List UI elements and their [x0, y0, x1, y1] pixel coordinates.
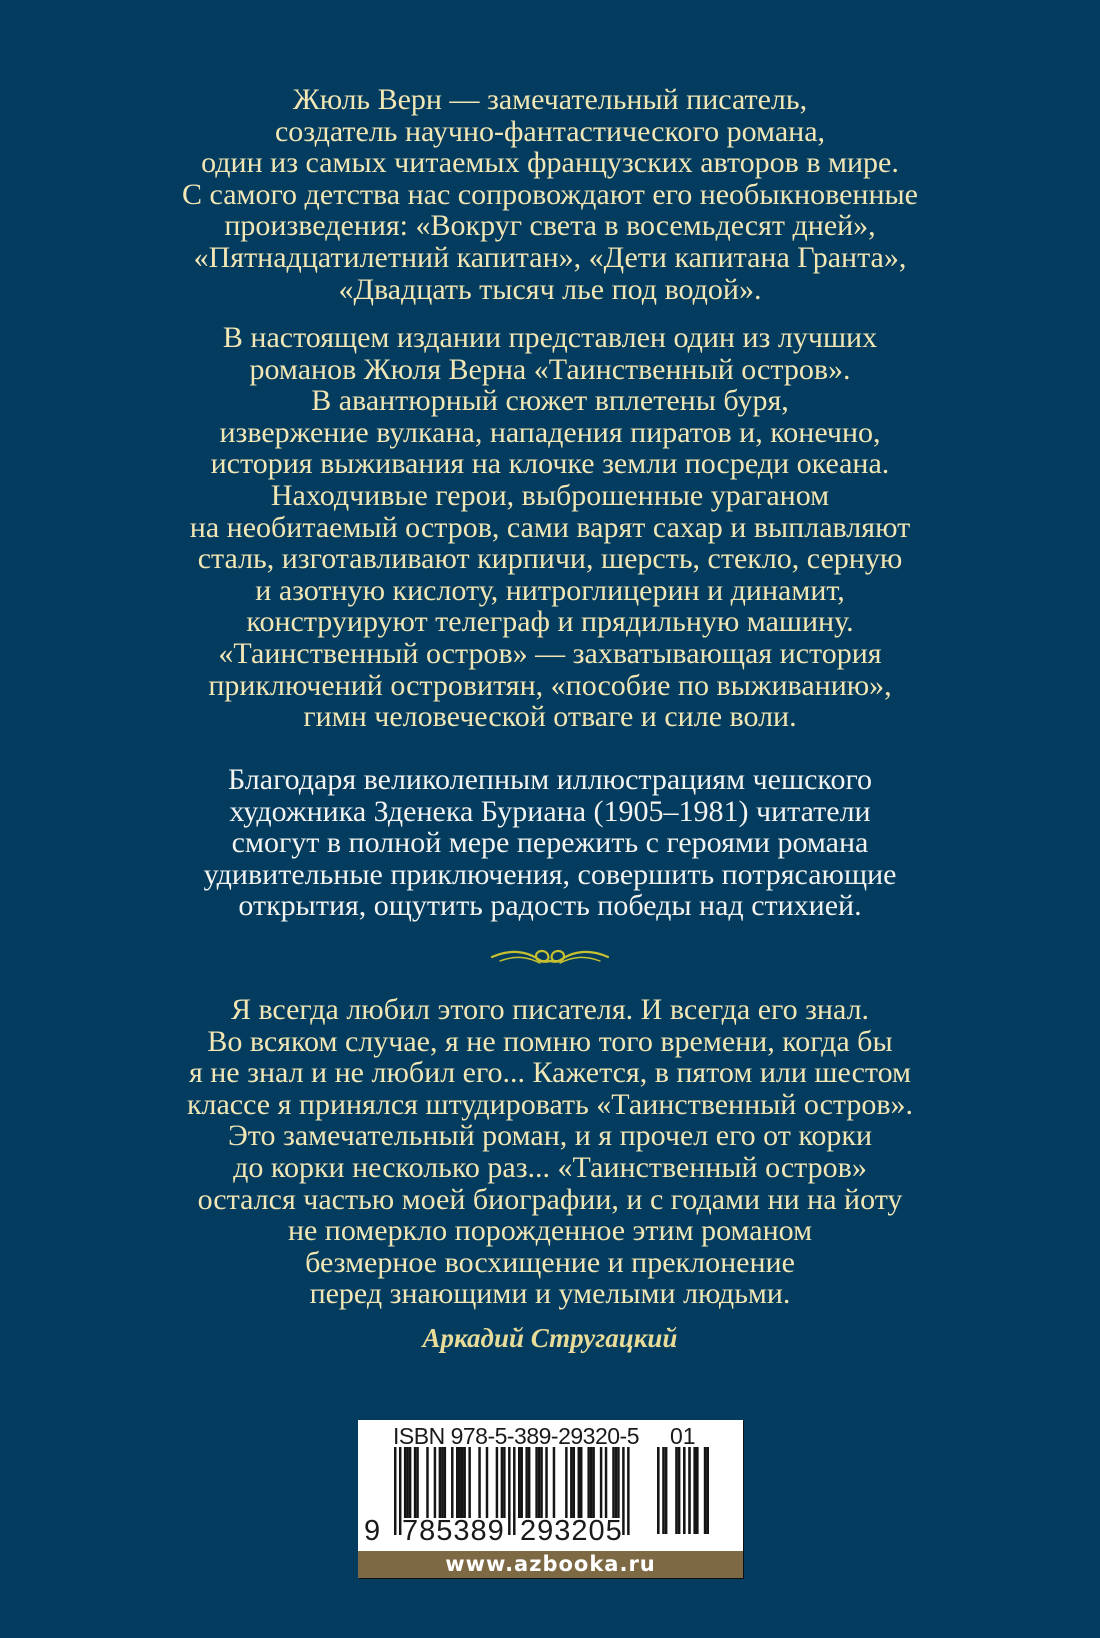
addon-bar — [662, 1447, 665, 1534]
barcode-bar — [463, 1447, 465, 1518]
barcode-bar — [580, 1447, 582, 1518]
text-line: открытия, ощутить радость победы над стихией. — [238, 889, 862, 923]
text-line: приключений островитян, «пособие по выживанию», — [208, 668, 892, 702]
text-line: и азотную кислоту, нитроглицерин и динамит, — [255, 573, 845, 607]
text-line: Находчивые герои, выброшенные ураганом — [270, 478, 830, 512]
text-line: классе я принялся штудировать «Таинственный остров». — [186, 1087, 914, 1121]
description-paragraph — [0, 322, 1100, 733]
text-line: С самого детства нас сопровождают его необыкновенные — [182, 177, 918, 211]
ornament-divider-icon — [490, 943, 610, 969]
barcode-bar — [600, 1447, 602, 1518]
text-line: В настоящем издании представлен один из лучших — [222, 321, 878, 354]
text-line: Во всяком случае, я не помню того времени, когда бы — [207, 1024, 893, 1058]
text-line: не померкло порожденное этим романом — [287, 1214, 813, 1248]
isbn-barcode — [358, 1420, 743, 1578]
barcode-bar — [439, 1447, 441, 1518]
addon-bar — [678, 1447, 681, 1534]
text-line: гимн человеческой отваге и силе воли. — [303, 700, 797, 734]
barcode-bar — [394, 1447, 396, 1535]
barcode-bar — [570, 1447, 572, 1518]
text-line: произведения: «Вокруг света в восемьдесят дней», — [224, 209, 876, 243]
barcode-bar — [592, 1447, 594, 1518]
barcode-bar — [520, 1447, 522, 1518]
barcode-bar — [535, 1447, 537, 1518]
barcode-digits-right: 293205 — [520, 1515, 623, 1547]
barcode-bar — [414, 1447, 416, 1518]
barcode-bar — [458, 1447, 460, 1518]
text-line: художника Зденека Буриана (1905–1981) читатели — [229, 794, 871, 828]
barcode-bar — [513, 1447, 515, 1535]
barcode-bar — [573, 1447, 575, 1518]
barcode-bar — [538, 1447, 540, 1518]
text-line: перед знающими и умелыми людьми. — [309, 1277, 791, 1311]
text-line: безмерное восхищение и преклонение — [305, 1245, 795, 1279]
text-line: история выживания на клочке земли посреди океана. — [210, 447, 890, 481]
barcode-bar — [434, 1447, 436, 1518]
barcode-bar — [461, 1447, 463, 1518]
barcode-bar — [518, 1447, 520, 1518]
text-line: один из самых читаемых французских авторов в мире. — [201, 146, 899, 180]
barcode-bar — [406, 1447, 408, 1518]
quote-paragraph — [0, 994, 1100, 1310]
addon-bar — [657, 1447, 660, 1534]
barcode-bar — [578, 1447, 580, 1518]
text-line: В авантюрный сюжет вплетены буря, — [311, 384, 789, 418]
text-line: удивительные приключения, совершить потрясающие — [203, 857, 897, 891]
barcode-bar — [528, 1447, 530, 1518]
barcode-bar — [501, 1447, 503, 1518]
barcode-bar — [545, 1447, 547, 1518]
publisher-website: www.azbooka.ru — [358, 1551, 743, 1578]
barcode-bar — [468, 1447, 470, 1518]
barcode-bar — [456, 1447, 458, 1518]
intro-paragraph — [0, 84, 1100, 305]
barcode-bar — [565, 1447, 567, 1518]
text-line: Это замечательный роман, и я прочел его от корки — [227, 1119, 873, 1153]
text-line: создатель научно-фантастического романа, — [274, 114, 826, 148]
barcode-digit-first: 9 — [364, 1515, 382, 1547]
addon-bar — [704, 1447, 707, 1534]
quote-author: Аркадий Стругацкий — [422, 1323, 678, 1353]
addon-bar — [688, 1447, 691, 1534]
addon-bar — [683, 1447, 686, 1534]
barcode-bar — [451, 1447, 453, 1518]
barcode-bar — [587, 1447, 589, 1518]
barcode-bar — [503, 1447, 505, 1518]
text-line: извержение вулкана, нападения пиратов и, конечно, — [219, 415, 881, 449]
barcode-bar — [496, 1447, 498, 1518]
barcode-bar — [478, 1447, 480, 1518]
addon-bar — [665, 1447, 668, 1534]
barcode-bar — [612, 1447, 614, 1518]
text-line: остался частью моей биографии, и с годами ни на йоту — [197, 1182, 903, 1216]
barcode-bar — [508, 1447, 510, 1535]
barcode-bar — [416, 1447, 418, 1518]
text-line: смогут в полной мере пережить с героями романа — [231, 826, 869, 860]
text-line: конструируют телеграф и прядильную машину. — [246, 605, 854, 639]
text-line: Я всегда любил этого писателя. И всегда его знал. — [230, 993, 870, 1026]
isbn-addon-label: 01 — [670, 1423, 696, 1449]
barcode-bar — [441, 1447, 443, 1518]
addon-bar — [675, 1447, 678, 1534]
text-line: сталь, изготавливают кирпичи, шерсть, стекло, серную — [197, 542, 903, 576]
barcode-digits-left: 785389 — [402, 1515, 505, 1547]
addon-bar — [696, 1447, 699, 1534]
addon-bar — [706, 1447, 709, 1534]
barcode-bar — [404, 1447, 406, 1518]
text-line: «Двадцать тысяч лье под водой». — [338, 272, 762, 306]
barcode-bar — [426, 1447, 428, 1518]
addon-bar — [693, 1447, 696, 1534]
barcode-bar — [605, 1447, 607, 1518]
barcode-bar — [615, 1447, 617, 1518]
text-line: до корки несколько раз... «Таинственный остров» — [233, 1150, 867, 1184]
barcode-bar — [540, 1447, 542, 1518]
barcode-bar — [627, 1447, 629, 1535]
text-line: романов Жюля Верна «Таинственный остров». — [249, 352, 851, 386]
barcode-bar — [409, 1447, 411, 1518]
barcode-bar — [486, 1447, 488, 1518]
barcode-bar — [617, 1447, 619, 1518]
text-line: я не знал и не любил его... Кажется, в пятом или шестом — [188, 1056, 912, 1090]
text-line: «Таинственный остров» — захватывающая история — [218, 636, 882, 670]
text-line: «Пятнадцатилетний капитан», «Дети капитана Гранта», — [193, 240, 907, 274]
barcode-bar — [553, 1447, 555, 1518]
isbn-label: ISBN 978-5-389-29320-5 — [393, 1423, 639, 1449]
text-line: Благодаря великолепным иллюстрациям чешского — [227, 763, 873, 796]
text-line: на необитаемый остров, сами варят сахар и выплавляют — [189, 510, 911, 544]
illustrations-paragraph — [0, 764, 1100, 922]
text-line: Жюль Верн — замечательный писатель, — [292, 83, 808, 116]
barcode-bar — [590, 1447, 592, 1518]
barcode-bar — [525, 1447, 527, 1518]
barcode-bar — [444, 1447, 446, 1518]
